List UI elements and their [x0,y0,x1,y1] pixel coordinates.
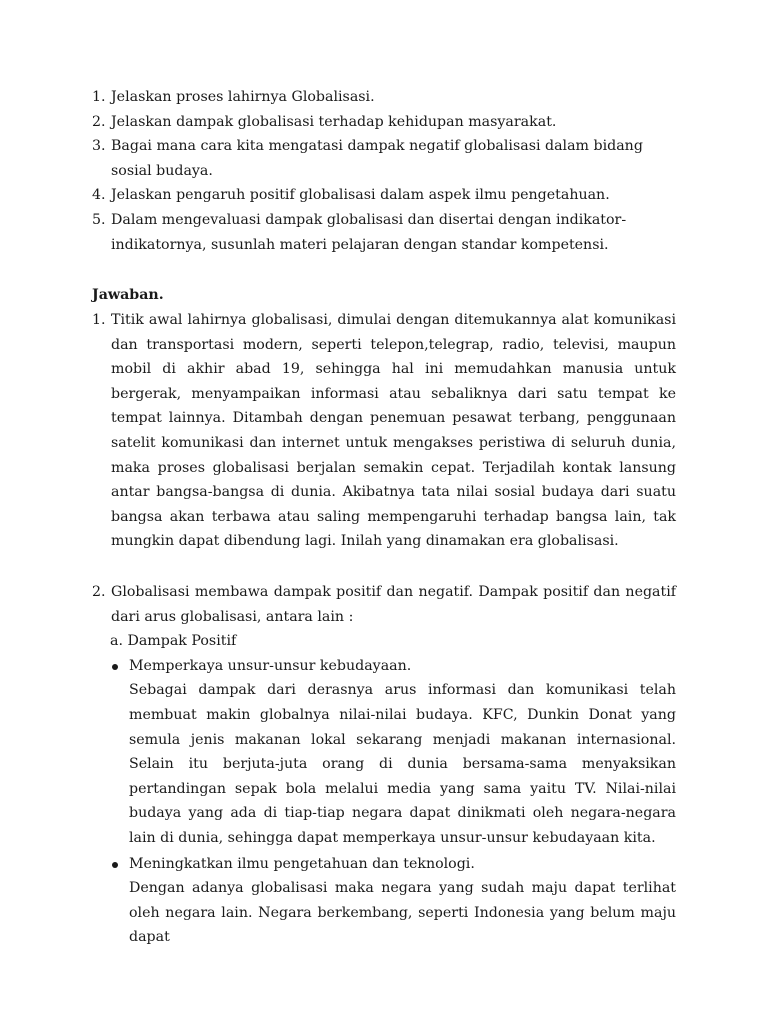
question-item [92,110,676,135]
question-list [92,85,676,257]
answer-text: Titik awal lahirnya globalisasi, dimulai dengan ditemukannya alat komunikasi dan transportasi modern, seperti telepon,telegrap, radio, televisi, maupun mobil di akhir abad 19, sehingga hal ini memudahkan manusia untuk bergerak, menyampaikan informasi atau sebaliknya dari satu tempat ke tempat lainnya. Ditambah dengan penemuan pesawat terbang, penggunaan satelit komunikasi dan internet untuk mengakses peristiwa di seluruh dunia, maka proses globalisasi berjalan semakin cepat. Terjadilah kontak lansung antar bangsa-bangsa di dunia. Akibatnya tata nilai sosial budaya dari suatu bangsa akan terbawa atau saling mempengaruhi terhadap bangsa lain, tak mungkin dapat dibendung lagi. Inilah yang dinamakan era globalisasi. [111,312,676,550]
bullet-icon [112,664,118,670]
answer-intro: Globalisasi membawa dampak positif dan negatif. Dampak positif dan negatif dari arus globalisasi, antara lain : [111,584,676,625]
question-text: Jelaskan pengaruh positif globalisasi dalam aspek ilmu pengetahuan. [111,187,610,204]
question-text: Jelaskan dampak globalisasi terhadap kehidupan masyarakat. [111,113,557,130]
question-text: Jelaskan proses lahirnya Globalisasi. [111,89,375,105]
answer-item [92,580,676,629]
answer-number: 1. [92,312,106,328]
answers-heading: Jawaban. [92,287,164,303]
bullet-icon [112,862,118,868]
question-number: 4. [92,187,106,204]
question-text: Dalam mengevaluasi dampak globalisasi dan disertai dengan indikator-indikatornya, susunlah materi pelajaran dengan standar kompetensi. [111,211,627,253]
bullet-title: Meningkatkan ilmu pengetahuan dan teknologi. [129,855,475,872]
answer-2 [92,580,676,951]
question-number: 3. [92,138,106,155]
bullet-body: Dengan adanya globalisasi maka negara yang sudah maju dapat terlihat oleh negara lain. Negara berkembang, seperti Indonesia yang belum maju dapat [129,880,676,946]
question-text: Bagai mana cara kita mengatasi dampak negatif globalisasi dalam bidang sosial budaya. [111,138,643,179]
answer-1 [92,308,676,554]
question-number: 2. [92,113,106,130]
bullet-body: Sebagai dampak dari derasnya arus informasi dan komunikasi telah membuat makin globalnya nilai-nilai budaya. KFC, Dunkin Donat yang semula jenis makanan lokal sekarang menjadi makanan internasional. Selain itu berjuta-juta orang di dunia bersama-sama menyaksikan pertandingan sepak bola melalui media yang sama yaitu TV. Nilai-nilai budaya yang ada di tiap-tiap negara dapat dinikmati oleh negara-negara lain di dunia, sehingga dapat memperkaya unsur-unsur kebudayaan kita. [129,682,676,846]
question-item [92,134,676,183]
bullet-point [92,852,676,877]
question-item [92,183,676,208]
answer-number: 2. [92,584,106,600]
bullet-title: Memperkaya unsur-unsur kebudayaan. [129,657,412,674]
bullet-point [92,654,676,679]
question-item [92,85,676,110]
question-number: 1. [92,89,106,105]
sub-heading: a. Dampak Positif [110,633,237,650]
question-number: 5. [92,211,106,228]
question-item [92,208,676,257]
answer-item [92,308,676,554]
